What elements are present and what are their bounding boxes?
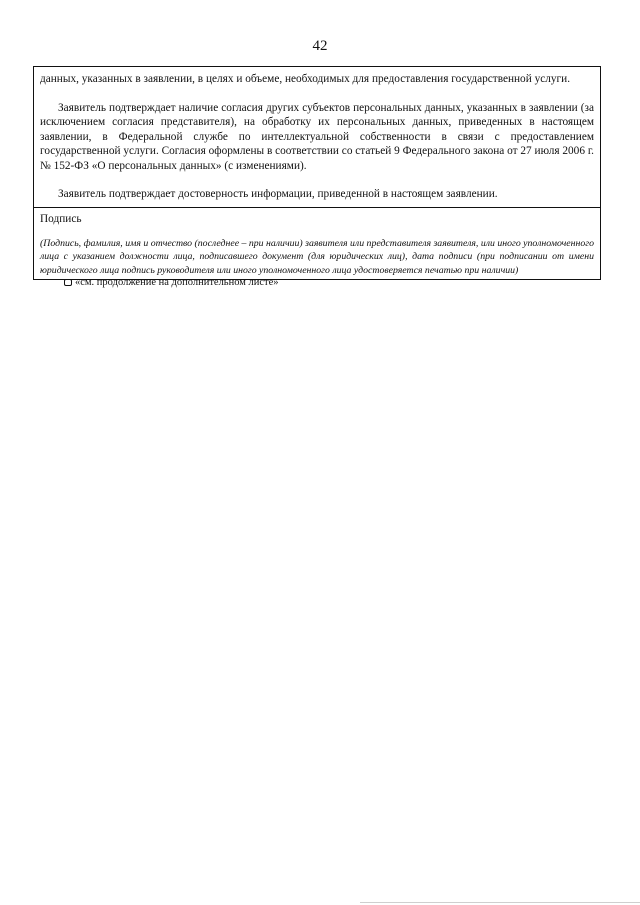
- continuation-option[interactable]: [64, 277, 279, 288]
- accuracy-paragraph: Заявитель подтверждает достоверность информации, приведенной в настоящем заявлении.: [58, 187, 498, 200]
- declaration-box: [33, 66, 601, 280]
- consent-paragraph: Заявитель подтверждает наличие согласия других субъектов персональных данных, указанных в заявлении (за исключением согласия представителя), на обработку их персональных данных, приведенных в настоящем заявлении, в Федеральной службе по интеллектуальной собственности в связи с предоставлением государственной услуги. Согласия оформлены в соответствии со статьей 9 Федерального закона от 27 июля 2006 г. № 152-ФЗ «О персональных данных» (с изменениями).: [40, 101, 594, 172]
- scan-edge-line: [360, 902, 640, 903]
- continuation-checkbox[interactable]: [64, 279, 72, 286]
- signature-note: (Подпись, фамилия, имя и отчество (последнее – при наличии) заявителя или представителя заявителя, или иного уполномоченного лица с указанием должности лица, подписавшего документ (для юридических лиц), дата подписи (при подписании от имени юридического лица подпись руководителя или иного уполномоченного лица удостоверяется печатью при наличии): [40, 238, 594, 276]
- continuation-label: «см. продолжение на дополнительном листе»: [75, 277, 279, 288]
- page-number: 42: [312, 38, 328, 54]
- signature-label: Подпись: [40, 213, 82, 226]
- signature-section: [34, 207, 600, 279]
- intro-line: данных, указанных в заявлении, в целях и объеме, необходимых для предоставления государственной услуги.: [40, 73, 571, 85]
- declaration-text-section: [34, 67, 600, 207]
